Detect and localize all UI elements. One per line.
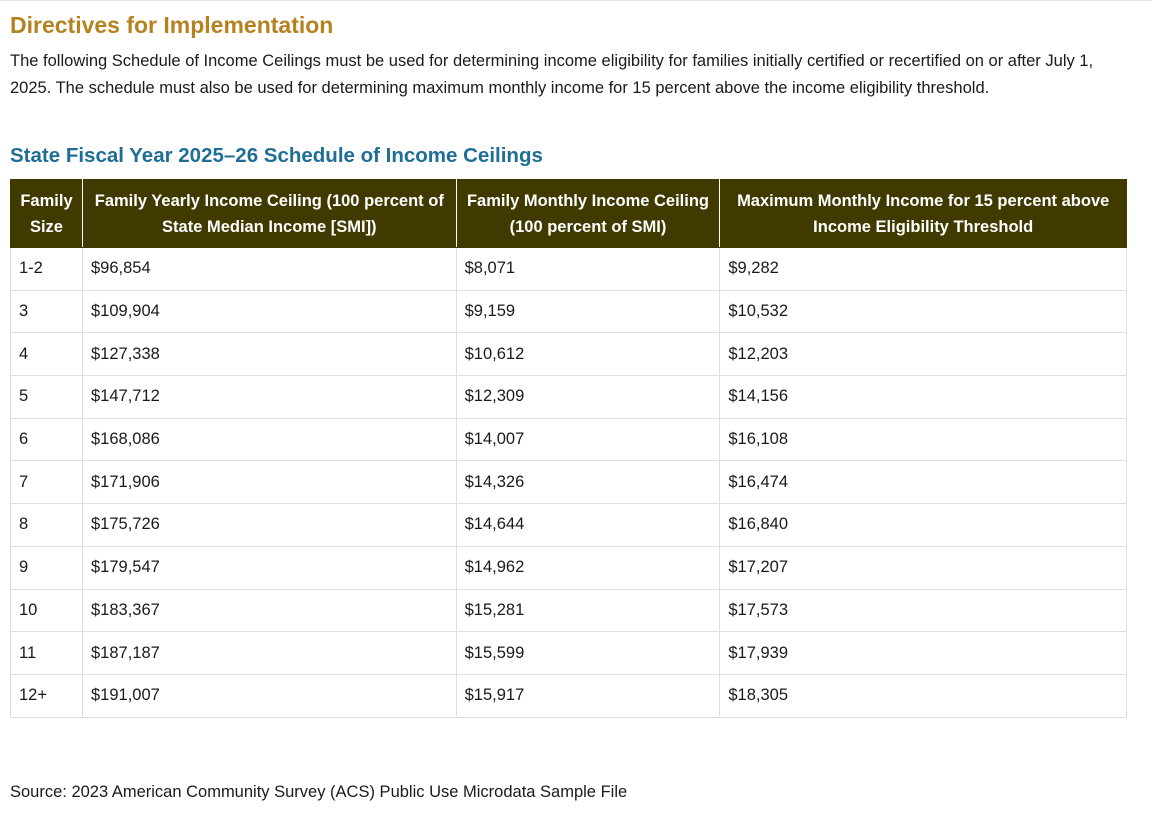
cell-max-monthly: $16,108: [720, 418, 1127, 461]
cell-monthly-ceiling: $10,612: [456, 333, 720, 376]
cell-monthly-ceiling: $15,599: [456, 632, 720, 675]
cell-monthly-ceiling: $14,644: [456, 504, 720, 547]
cell-monthly-ceiling: $15,917: [456, 674, 720, 717]
cell-yearly-ceiling: $187,187: [82, 632, 456, 675]
table-row: [11, 376, 1127, 419]
income-ceilings-table: [10, 179, 1127, 718]
cell-family-size: 11: [11, 632, 83, 675]
cell-family-size: 8: [11, 504, 83, 547]
cell-monthly-ceiling: $14,962: [456, 546, 720, 589]
cell-monthly-ceiling: $8,071: [456, 248, 720, 291]
source-note: Source: 2023 American Community Survey (ACS) Public Use Microdata Sample File: [10, 783, 628, 801]
cell-monthly-ceiling: $15,281: [456, 589, 720, 632]
cell-family-size: 6: [11, 418, 83, 461]
top-divider: [0, 0, 1152, 1]
cell-yearly-ceiling: $109,904: [82, 290, 456, 333]
cell-max-monthly: $18,305: [720, 674, 1127, 717]
table-row: [11, 418, 1127, 461]
cell-family-size: 9: [11, 546, 83, 589]
section-heading: Directives for Implementation: [10, 12, 334, 38]
cell-monthly-ceiling: $9,159: [456, 290, 720, 333]
cell-yearly-ceiling: $168,086: [82, 418, 456, 461]
header-monthly-income-ceiling: Family Monthly Income Ceiling (100 percent of SMI): [456, 180, 720, 248]
cell-max-monthly: $17,939: [720, 632, 1127, 675]
table-row: [11, 632, 1127, 675]
cell-monthly-ceiling: $14,007: [456, 418, 720, 461]
cell-family-size: 12+: [11, 674, 83, 717]
table-row: [11, 248, 1127, 291]
header-yearly-income-ceiling: Family Yearly Income Ceiling (100 percent of State Median Income [SMI]): [82, 180, 456, 248]
cell-max-monthly: $16,474: [720, 461, 1127, 504]
table-row: [11, 461, 1127, 504]
cell-monthly-ceiling: $12,309: [456, 376, 720, 419]
intro-paragraph: The following Schedule of Income Ceilings must be used for determining income eligibility for families initially certified or recertified on or after July 1, 2025. The schedule must also be used for determining maximum monthly income for 15 percent above the income eligibility threshold.: [10, 52, 1094, 97]
table-row: [11, 546, 1127, 589]
cell-family-size: 5: [11, 376, 83, 419]
header-max-monthly-income: Maximum Monthly Income for 15 percent above Income Eligibility Threshold: [720, 180, 1127, 248]
table-row: [11, 674, 1127, 717]
cell-yearly-ceiling: $127,338: [82, 333, 456, 376]
table-title: State Fiscal Year 2025–26 Schedule of Income Ceilings: [10, 144, 543, 167]
cell-yearly-ceiling: $183,367: [82, 589, 456, 632]
header-family-size: Family Size: [11, 180, 83, 248]
table-row: [11, 290, 1127, 333]
cell-yearly-ceiling: $179,547: [82, 546, 456, 589]
table-row: [11, 589, 1127, 632]
table-body: [11, 248, 1127, 718]
cell-max-monthly: $9,282: [720, 248, 1127, 291]
cell-family-size: 3: [11, 290, 83, 333]
table-header: [11, 180, 1127, 248]
cell-yearly-ceiling: $191,007: [82, 674, 456, 717]
cell-yearly-ceiling: $171,906: [82, 461, 456, 504]
cell-family-size: 4: [11, 333, 83, 376]
header-row: [11, 180, 1127, 248]
cell-yearly-ceiling: $96,854: [82, 248, 456, 291]
cell-max-monthly: $17,207: [720, 546, 1127, 589]
cell-yearly-ceiling: $175,726: [82, 504, 456, 547]
cell-max-monthly: $14,156: [720, 376, 1127, 419]
cell-max-monthly: $17,573: [720, 589, 1127, 632]
cell-monthly-ceiling: $14,326: [456, 461, 720, 504]
cell-family-size: 1-2: [11, 248, 83, 291]
cell-yearly-ceiling: $147,712: [82, 376, 456, 419]
table-row: [11, 504, 1127, 547]
cell-max-monthly: $10,532: [720, 290, 1127, 333]
cell-family-size: 10: [11, 589, 83, 632]
cell-max-monthly: $16,840: [720, 504, 1127, 547]
cell-family-size: 7: [11, 461, 83, 504]
cell-max-monthly: $12,203: [720, 333, 1127, 376]
table-row: [11, 333, 1127, 376]
